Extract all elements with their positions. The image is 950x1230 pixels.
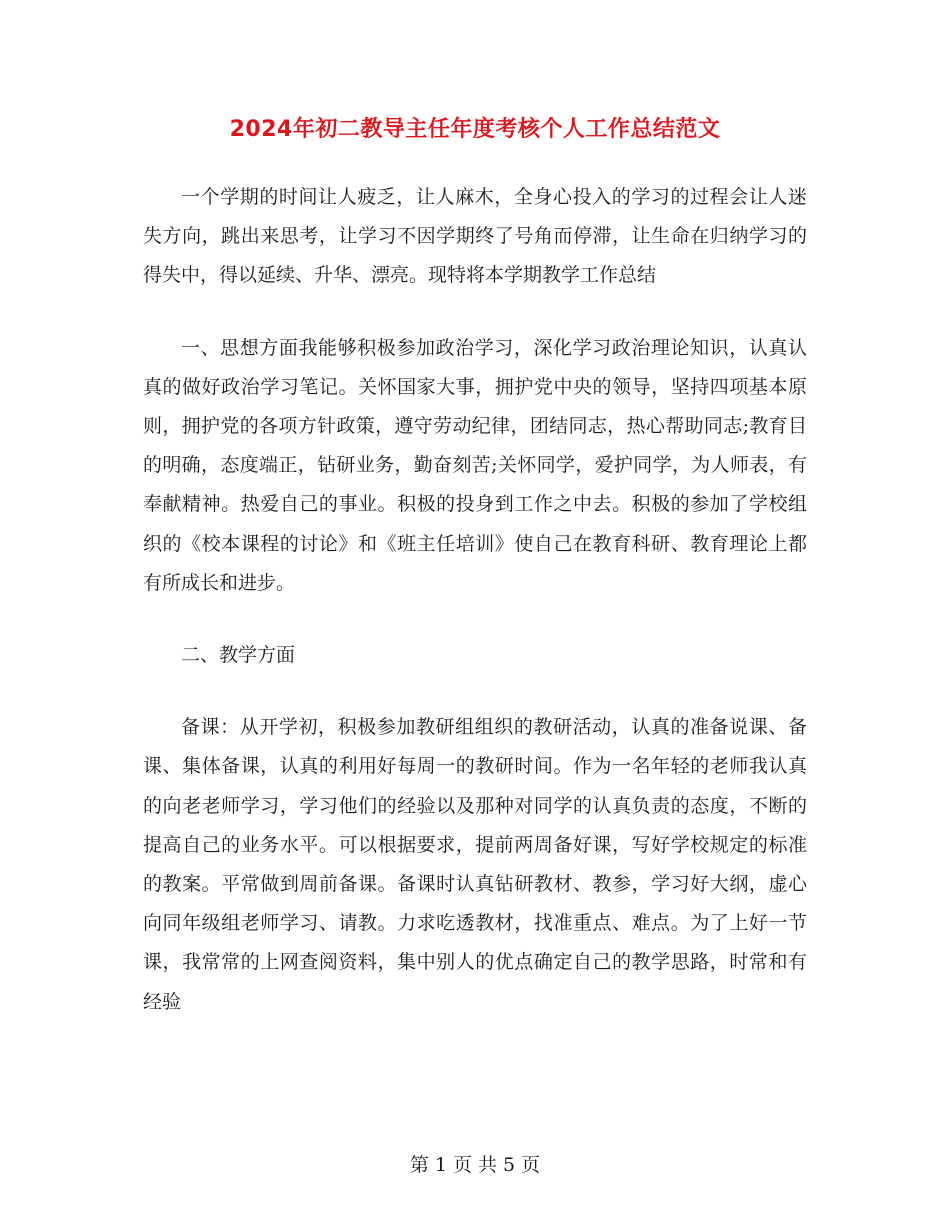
paragraph-gap <box>143 675 807 708</box>
paragraph-gap <box>143 603 807 636</box>
document-title: 2024年初二教导主任年度考核个人工作总结范文 <box>229 117 721 142</box>
page-footer: 第 1 页 共 5 页 <box>409 1154 541 1176</box>
paragraph-lesson-prep: 备课：从开学初，积极参加教研组组织的教研活动，认真的准备说课、备课、集体备课，认真的利用好每周一的教研时间。作为一名年轻的老师我认真的向老老师学习，学习他们的经验以及那种对同学的认真负责的态度，不断的提高自己的业务水平。可以根据要求，提前两周备好课，写好学校规定的标准的教案。平常做到周前备课。备课时认真钻研教材、教参，学习好大纲，虚心向同年级组老师学习、请教。力求吃透教材，找准重点、难点。为了上好一节课，我常常的上网查阅资料，集中别人的优点确定自己的教学思路，时常和有经验 <box>143 716 807 1013</box>
paragraph-intro: 一个学期的时间让人疲乏，让人麻木，全身心投入的学习的过程会让人迷失方向，跳出来思考，让学习不因学期终了号角而停滞，让生命在归纳学习的得失中，得以延续、升华、漂亮。现特将本学期教学工作总结 <box>143 186 807 287</box>
paragraph-ideology: 一、思想方面我能够积极参加政治学习，深化学习政治理论知识，认真认真的做好政治学习笔记。关怀国家大事，拥护党中央的领导，坚持四项基本原则，拥护党的各项方针政策，遵守劳动纪律，团结同志，热心帮助同志;教育目的明确，态度端正，钻研业务，勤奋刻苦;关怀同学，爱护同学，为人师表，有奉献精神。热爱自己的事业。积极的投身到工作之中去。积极的参加了学校组织的《校本课程的讨论》和《班主任培训》使自己在教育科研、教育理论上都有所成长和进步。 <box>143 336 807 594</box>
paragraph-gap <box>143 296 807 329</box>
document-body <box>143 178 807 1022</box>
section-heading-teaching: 二、教学方面 <box>181 644 296 667</box>
